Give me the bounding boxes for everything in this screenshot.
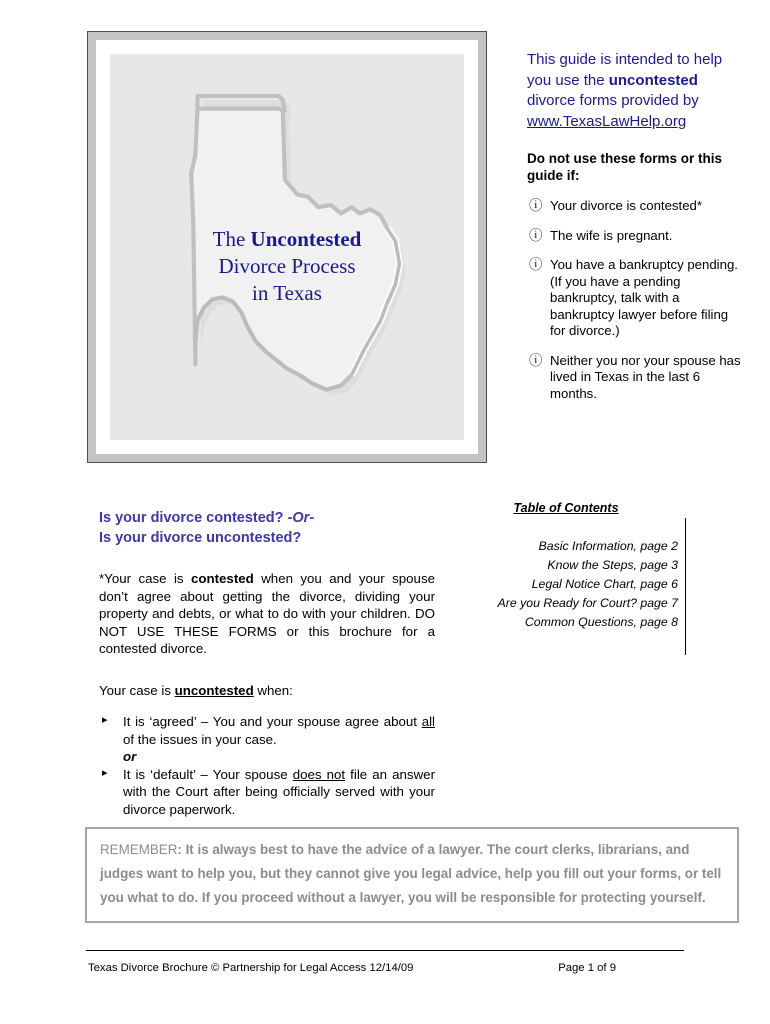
contested-para-part-2: when you and your spouse don’t agree about getting the divorce, dividing your property and debts, or what to do with your children. DO NOT USE THESE FORMS or this brochure for a contested divorce. (99, 571, 435, 656)
contested-section (99, 509, 435, 818)
cover-title-line-3: in Texas (252, 281, 322, 305)
triangle-bullet-icon: ▸ (102, 766, 108, 779)
info-circle-icon: ⓘ (529, 352, 543, 368)
intro-lead-paragraph (527, 50, 743, 132)
remember-body: : It is always best to have the advice of a lawyer. The court clerks, librarians, and judges want to help you, but they cannot give you legal advice, help you fill out your forms, or tell you what to do. If you proceed without a lawyer, you will be responsible for protecting yourself. (100, 842, 722, 905)
bullet-1-underline: all (421, 714, 435, 729)
info-circle-icon: ⓘ (529, 198, 543, 213)
contested-heading (99, 509, 435, 548)
footer-divider (86, 950, 684, 951)
warning-text: Your divorce is contested* (550, 198, 702, 213)
uncontested-intro-bold: uncontested (174, 682, 254, 698)
texas-map-canvas (110, 54, 464, 440)
contested-heading-line-1: Is your divorce contested? (99, 510, 288, 526)
warning-text: The wife is pregnant. (550, 227, 673, 243)
toc-entry[interactable]: Common Questions, page 8 (524, 615, 678, 629)
page-footer (88, 961, 684, 975)
list-item (99, 766, 435, 819)
or-divider (99, 748, 435, 766)
table-of-contents (460, 500, 688, 632)
toc-title: Table of Contents (513, 501, 619, 515)
remember-callout-box (85, 827, 739, 923)
texaslawhelp-link[interactable]: www.TexasLawHelp.org (527, 112, 687, 130)
cover-title-uncontested: Uncontested (250, 227, 362, 251)
list-item (527, 257, 743, 340)
footer-copyright: Texas Divorce Brochure © Partnership for Legal Access 12/14/09 (88, 962, 414, 974)
do-not-use-heading: Do not use these forms or this guide if: (527, 151, 723, 183)
list-item (527, 228, 743, 245)
toc-vertical-rule (685, 518, 686, 655)
cover-header-section (0, 0, 770, 480)
contested-heading-or: -Or- (287, 510, 315, 526)
footer-page-number: Page 1 of 9 (558, 962, 616, 974)
intro-lead-part-2: divorce forms provided by (527, 92, 699, 109)
uncontested-intro-part-1: Your case is (99, 682, 175, 698)
cover-title-the: The (212, 227, 251, 251)
cover-title-line-2: Divorce Process (218, 254, 356, 278)
toc-entries (460, 537, 678, 632)
warning-text: You have a bankruptcy pending. (If you have a pending bankruptcy, talk with a bankruptcy lawyer before filing for divorce.) (550, 257, 738, 338)
list-item (99, 713, 435, 748)
remember-label: REMEMBER (100, 842, 178, 857)
list-item (527, 198, 743, 215)
toc-entry[interactable]: Are you Ready for Court? page 7 (497, 596, 678, 610)
intro-column (527, 50, 743, 415)
cover-title-line-1 (110, 226, 464, 253)
uncontested-conditions-list (99, 713, 435, 818)
toc-entry[interactable]: Basic Information, page 2 (538, 539, 678, 553)
info-circle-icon: ⓘ (529, 257, 543, 272)
texas-map-frame (87, 31, 487, 463)
toc-entry[interactable]: Know the Steps, page 3 (547, 558, 678, 572)
picture-mat (96, 40, 478, 454)
do-not-use-list (527, 198, 743, 402)
contested-para-part-1: *Your case is (99, 571, 191, 586)
bullet-2-underline: does not (292, 766, 346, 782)
toc-entry[interactable]: Legal Notice Chart, page 6 (531, 577, 678, 591)
bullet-2-part-2: file an answer with the Court after being officially served with your divorce paperwork. (123, 766, 435, 817)
bullet-1-part-1: It is ‘agreed’ – You and your spouse agree about (123, 714, 422, 729)
triangle-bullet-icon: ▸ (102, 714, 108, 726)
or-divider-text: or (123, 749, 137, 764)
intro-lead-uncontested: uncontested (608, 71, 698, 89)
remember-text (100, 838, 724, 910)
warning-text: Neither you nor your spouse has lived in Texas in the last 6 months. (550, 352, 741, 401)
cover-title (110, 226, 464, 307)
contested-definition-paragraph (99, 570, 435, 658)
bullet-2-part-1: It is ‘default’ – Your spouse (123, 766, 293, 782)
contested-heading-line-2: Is your divorce uncontested? (99, 529, 302, 546)
uncontested-intro-part-2: when: (253, 682, 293, 698)
info-circle-icon: ⓘ (529, 227, 543, 243)
bullet-1-part-2: of the issues in your case. (123, 731, 277, 747)
list-item (527, 353, 743, 403)
uncontested-intro (99, 682, 435, 700)
intro-lead-part-1: This guide is intended to help you use the (527, 51, 723, 89)
contested-para-bold: contested (190, 571, 254, 586)
